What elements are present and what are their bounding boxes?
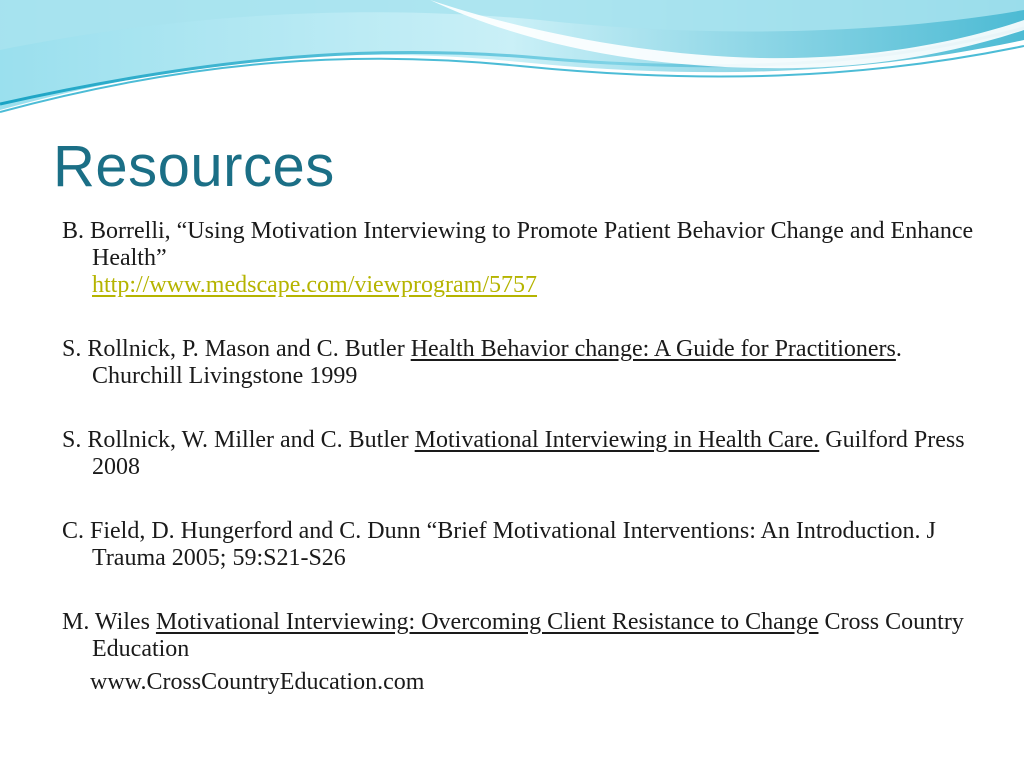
reference-publisher: . Churchill Livingstone 1999 [92, 336, 902, 389]
reference-title: Motivational Interviewing: Overcoming Client Resistance to Change [155, 609, 819, 635]
slide-title: Resources [53, 134, 335, 199]
reference-authors: S. Rollnick, P. Mason and C. Butler [62, 336, 411, 362]
reference-item-4 [62, 518, 992, 572]
reference-authors: S. Rollnick, W. Miller and C. Butler [62, 427, 415, 453]
reference-publisher: Cross Country Education [92, 609, 964, 662]
reference-link[interactable]: http://www.medscape.com/viewprogram/5757 [92, 272, 538, 298]
reference-text: C. Field, D. Hungerford and C. Dunn “Brief Motivational Interventions: An Introduction. J Trauma 2005; 59:S21-S26 [62, 518, 936, 571]
reference-title: Motivational Interviewing in Health Care. [414, 427, 820, 453]
reference-item-2 [62, 336, 992, 390]
reference-item-3 [62, 427, 992, 481]
reference-title: Health Behavior change: A Guide for Practitioners [410, 336, 896, 362]
reference-publisher: Guilford Press 2008 [92, 427, 965, 480]
reference-text: B. Borrelli, “Using Motivation Interviewing to Promote Patient Behavior Change and Enhance Health” [62, 218, 974, 271]
reference-item-5 [62, 609, 992, 663]
wave-header-decoration [0, 0, 1024, 130]
reference-list [62, 218, 992, 696]
reference-website: www.CrossCountryEducation.com [90, 669, 425, 695]
reference-authors: M. Wiles [62, 609, 156, 635]
reference-item-1 [62, 218, 992, 299]
